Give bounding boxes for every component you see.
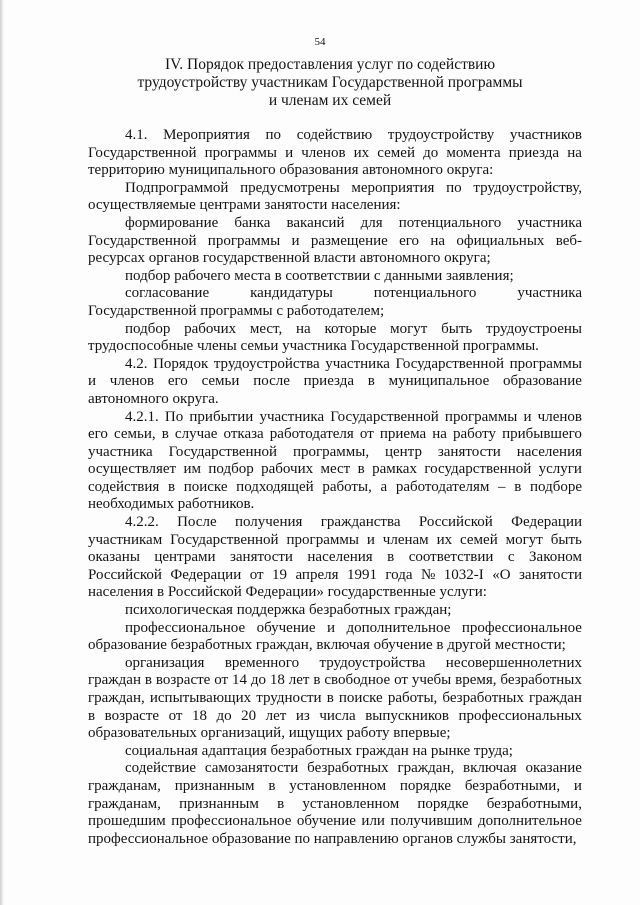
word: в (88, 707, 96, 724)
word: на (296, 320, 311, 337)
word: приема (379, 426, 427, 443)
word: потенциального (373, 285, 477, 302)
word: членов (109, 373, 155, 390)
paragraph-line (88, 426, 582, 444)
word: временного (224, 654, 300, 671)
word: предусмотрены (240, 179, 340, 196)
paragraph-line: трудоспособные члены семьи участника Государственной программы. (88, 338, 539, 355)
word: «О (492, 566, 511, 583)
word: кандидатуры (250, 285, 333, 302)
word: с (507, 549, 515, 566)
word: могут (390, 320, 428, 337)
paragraph (88, 285, 582, 320)
paragraph-line (88, 655, 582, 673)
paragraph-line: социальная адаптация безработных граждан на рынке труда; (125, 742, 513, 759)
word: семей (460, 531, 498, 548)
word: прошедшим (88, 813, 166, 830)
word: прибывшего (502, 426, 582, 443)
paragraph-line: населения в Российской Федерации» государственные услуги: (88, 584, 487, 601)
word: центр (385, 443, 422, 460)
word: порядке (399, 777, 452, 794)
word: программы (509, 355, 582, 372)
word: 18 (191, 707, 207, 724)
word: 1032-I (443, 566, 484, 583)
word: в (167, 478, 176, 495)
word: занятости (437, 443, 501, 460)
word: подходящей (236, 478, 314, 495)
word: до (216, 707, 232, 724)
word: безработными, (464, 777, 561, 794)
word: гражданства (320, 514, 401, 531)
paragraph-line (88, 127, 582, 145)
word: испытывающих (149, 690, 252, 706)
word: веб- (555, 232, 582, 249)
word: в (357, 461, 365, 478)
word: соответствии (408, 549, 494, 566)
word: государственной (424, 461, 532, 478)
word: в (313, 672, 321, 689)
word: работодателям (395, 478, 490, 495)
word: безработных (307, 760, 389, 777)
word: 4.2.1. (125, 408, 159, 425)
word: на (567, 144, 582, 161)
heading-line: IV. Порядок предоставления услуг по содействию (164, 56, 496, 73)
paragraph-line (88, 285, 582, 303)
word: членов (301, 144, 346, 161)
heading-line: трудоустройству участникам Государственной программы (137, 74, 523, 91)
word: в (268, 777, 276, 794)
word: рамках (372, 461, 417, 478)
word: их (436, 531, 453, 548)
word: случае (174, 426, 218, 443)
word: свободное (324, 672, 391, 689)
word: мест (320, 461, 351, 478)
word: после (253, 373, 290, 390)
word: членов (537, 408, 582, 425)
paragraph-line (88, 760, 582, 778)
word: апреля (295, 566, 339, 583)
paragraph-line (88, 215, 582, 233)
word: участникам (88, 531, 163, 548)
word: дополнительное (478, 813, 582, 830)
word: Российской (88, 566, 162, 583)
paragraph-line: ресурсах органов государственной власти автономного округа; (88, 250, 491, 267)
paragraph-line: психологическая поддержка безработных граждан; (125, 602, 452, 619)
word: и (327, 619, 336, 636)
paragraph-line (88, 778, 582, 796)
document-body (88, 127, 582, 848)
word: в (367, 373, 375, 390)
word: на (430, 232, 446, 249)
word: программы (286, 531, 359, 548)
paragraph-line (88, 444, 582, 462)
word: несовершеннолетних (445, 654, 582, 671)
word: граждан (88, 672, 141, 689)
paragraph-line (88, 461, 582, 479)
word: подбор (125, 320, 171, 337)
paragraph (88, 268, 582, 286)
word: После (177, 514, 217, 531)
word: профессиональных (458, 707, 582, 724)
word: прибытии (189, 408, 254, 425)
word: профессиональное (125, 619, 246, 636)
paragraph (88, 620, 582, 655)
section-heading (60, 56, 600, 110)
word: осуществляет (88, 461, 177, 478)
word: обучение (256, 619, 316, 636)
word: семей (377, 144, 415, 161)
word: для (360, 214, 383, 231)
word: и (366, 531, 375, 548)
word: – (498, 478, 506, 495)
word: в (144, 672, 152, 689)
paragraph-line (88, 514, 582, 532)
word: участника (259, 408, 325, 425)
word: в (326, 690, 334, 706)
word: 14 (231, 672, 247, 689)
word: членам (382, 531, 429, 548)
word: выпускников (365, 707, 449, 724)
word: получившим (390, 813, 473, 830)
paragraph-line (88, 690, 582, 708)
word: в (387, 549, 395, 566)
paragraph-line (88, 549, 582, 567)
word: учебы (411, 672, 452, 689)
word: самозанятости (204, 760, 299, 777)
paragraph (88, 356, 582, 409)
word: гражданам, (88, 777, 161, 794)
word: рабочих (261, 461, 314, 478)
paragraph (88, 760, 582, 848)
paragraph-line: автономного округа. (88, 390, 219, 407)
word: из (295, 707, 310, 724)
word: семьи, (114, 426, 156, 443)
paragraph (88, 127, 582, 180)
word: подбор (208, 461, 254, 478)
paragraph-line: подбор рабочего места в соответствии с данными заявления; (125, 267, 514, 284)
word: 4.2. (125, 355, 148, 372)
word: участника (88, 443, 153, 460)
word: установленном (302, 795, 400, 812)
word: услуги (538, 461, 582, 478)
word: работодателя (269, 426, 354, 443)
word: содействия (88, 478, 160, 495)
word: и (285, 144, 294, 161)
word: приезда (303, 373, 354, 390)
word: формирование (125, 214, 219, 231)
word: потенциального (398, 214, 502, 231)
word: участника (325, 355, 390, 372)
word: работы, (322, 478, 372, 495)
paragraph-line: необходимых работников. (88, 496, 255, 513)
word: его (167, 373, 188, 390)
paragraph-line (88, 813, 582, 831)
word: банка (234, 214, 271, 231)
word: По (164, 408, 184, 425)
word: работы, (387, 690, 438, 706)
word: программы (207, 232, 281, 249)
word: населения (516, 443, 582, 460)
word: им (183, 461, 202, 478)
word: граждан (528, 690, 582, 706)
page-number: 54 (314, 36, 326, 48)
paragraph-line (88, 145, 582, 163)
word: в (514, 478, 522, 495)
word: по (446, 179, 462, 196)
word: порядке (417, 795, 469, 812)
word: содействию (296, 127, 373, 143)
scan-edge-shadow (0, 0, 4, 905)
word: его (399, 232, 420, 249)
word: до (423, 144, 439, 161)
paragraph-line (88, 180, 582, 198)
word: профессиональное (461, 619, 582, 636)
word: до (250, 672, 266, 689)
word: трудоустроены (485, 320, 582, 337)
word: могут (505, 531, 543, 548)
word: 18 (269, 672, 285, 689)
paragraph-line (88, 708, 582, 726)
word: от (394, 672, 408, 689)
word: Мероприятия (163, 127, 250, 143)
paragraph-line (88, 672, 582, 690)
word: программы (204, 144, 277, 161)
paragraph-line (88, 796, 582, 814)
word: населения (307, 549, 373, 566)
paragraph-line (88, 321, 582, 339)
word: занятости (229, 549, 293, 566)
word: года (385, 566, 413, 583)
word: от (214, 672, 229, 689)
word: Российской (418, 514, 493, 531)
paragraph-line (88, 479, 582, 497)
word: обучение (296, 813, 356, 830)
word: семьи (201, 373, 240, 390)
paragraph (88, 602, 582, 620)
word: подборе (529, 478, 582, 495)
word: Государственной (170, 531, 279, 548)
word: в (277, 795, 285, 812)
word: на (432, 426, 447, 443)
paragraph-line: осуществляемые центрами занятости населения: (88, 197, 401, 214)
word: безработных (442, 690, 524, 706)
word: 20 (241, 707, 257, 724)
word: в (161, 426, 169, 443)
word: время, (455, 672, 497, 689)
word: от (359, 426, 374, 443)
word: программы (444, 408, 518, 425)
word: граждан, (397, 760, 455, 777)
paragraph (88, 655, 582, 743)
word: трудоустройства (213, 355, 320, 372)
word: поиске (183, 478, 228, 495)
word: вакансий (286, 214, 345, 231)
word: а (380, 478, 388, 495)
paragraph-line (88, 356, 582, 374)
paragraph (88, 409, 582, 515)
word: трудоустройства (319, 654, 426, 671)
paragraph-line: профессиональное образование по направлению органов службы занятости, (88, 830, 577, 847)
paragraph-line: образование безработных граждан, включая обучение в другой местности; (88, 637, 566, 654)
word: оказаны (88, 549, 140, 566)
word: безработными, (486, 795, 582, 812)
word: рабочих (184, 320, 237, 337)
paragraph-line (88, 373, 582, 391)
word: включая (463, 760, 517, 777)
paragraph (88, 321, 582, 356)
word: получения (234, 514, 303, 531)
word: его (88, 426, 108, 443)
word: мероприятия (351, 179, 435, 196)
word: занятости (519, 566, 582, 583)
word: безработных (500, 672, 582, 689)
word: Государственной (395, 355, 504, 372)
word: № (420, 566, 436, 583)
word: участника (517, 285, 582, 302)
word: размещение (310, 232, 388, 249)
paragraph (88, 743, 582, 761)
word: муниципальное (388, 373, 490, 390)
word: лет (265, 707, 287, 724)
word: участников (509, 127, 582, 143)
paragraph-line: территорию муниципального образования автономного округа: (88, 162, 494, 179)
word: согласование (125, 285, 210, 302)
word: мест, (249, 320, 283, 337)
heading-line: и членам их семей (268, 92, 392, 109)
word: Государственной (88, 232, 197, 249)
word: участника (517, 214, 582, 231)
word: официальных (456, 232, 545, 249)
word: организация (125, 654, 205, 671)
word: по (265, 127, 282, 143)
paragraph-line (88, 620, 582, 638)
word: трудности (256, 690, 322, 706)
paragraph-line (88, 233, 582, 251)
word: и (523, 408, 532, 425)
word: быть (550, 531, 582, 548)
word: 19 (272, 566, 287, 583)
word: Законом (529, 549, 582, 566)
paragraph-line (88, 409, 582, 427)
paragraph-line (88, 532, 582, 550)
word: Федерации (170, 566, 242, 583)
word: содействие (125, 760, 197, 777)
paragraph-line (88, 567, 582, 585)
word: поиске (338, 690, 383, 706)
word: Федерации (511, 514, 582, 531)
word: 4.1. (125, 127, 148, 143)
word: и (291, 232, 300, 249)
word: приезда (508, 144, 560, 161)
word: быть (441, 320, 473, 337)
word: или (361, 813, 385, 830)
word: программы, (292, 443, 370, 460)
word: признанным (174, 777, 255, 794)
word: возрасте (155, 672, 211, 689)
word: трудоустройству (387, 127, 495, 143)
paragraph (88, 514, 582, 602)
word: лет (288, 672, 310, 689)
paragraph-line: Государственной программы с работодателем; (88, 302, 385, 319)
word: от (168, 707, 183, 724)
word: Государственной (88, 144, 197, 161)
word: 4.2.2. (125, 514, 159, 531)
word: работу (453, 426, 496, 443)
word: трудоустройству, (473, 179, 582, 196)
word: 1991 (346, 566, 377, 583)
word: их (353, 144, 370, 161)
word: момента (446, 144, 501, 161)
word: установленном (289, 777, 387, 794)
paragraph-line: образовательных организаций, ищущих работу впервые; (88, 725, 451, 742)
word: Порядок (153, 355, 209, 372)
word: и (88, 373, 97, 390)
paragraph (88, 215, 582, 268)
word: от (249, 566, 264, 583)
word: и (573, 777, 582, 794)
word: профессиональное (171, 813, 292, 830)
word: возрасте (104, 707, 160, 724)
word: числа (319, 707, 356, 724)
word: Государственной (168, 443, 278, 460)
word: Государственной (330, 408, 439, 425)
word: оказание (525, 760, 582, 777)
word: которые (324, 320, 377, 337)
word: отказа (223, 426, 264, 443)
word: граждан, (88, 690, 145, 706)
paragraph (88, 180, 582, 215)
word: гражданам, (88, 795, 161, 812)
word: признанным (179, 795, 259, 812)
word: образование (503, 373, 582, 390)
word: Подпрограммой (125, 179, 229, 196)
word: дополнительное (346, 619, 451, 636)
word: центрами (154, 549, 216, 566)
